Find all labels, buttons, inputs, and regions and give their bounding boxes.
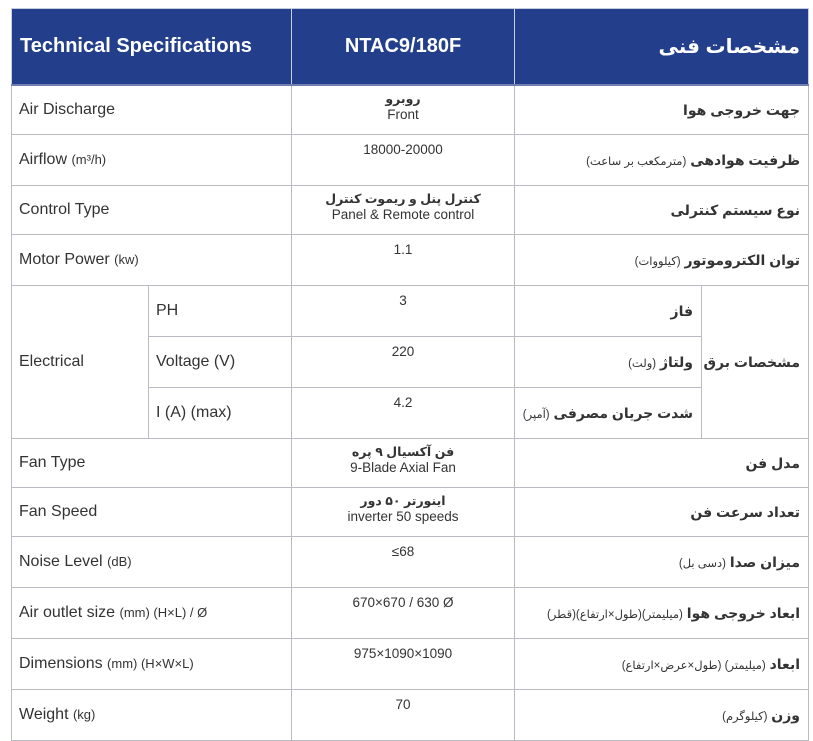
spec-value <box>292 235 515 286</box>
spec-label-en <box>12 639 292 690</box>
spec-value <box>292 488 515 537</box>
electrical-label-en: Electrical <box>12 286 149 439</box>
spec-value <box>292 135 515 186</box>
value-en: 670×670 / 630 Ø <box>352 595 454 610</box>
label-unit: (kw) <box>114 252 139 267</box>
header-en: Technical Specifications <box>12 9 292 86</box>
electrical-sub-label-fa <box>515 286 702 337</box>
spec-label-en <box>12 186 292 235</box>
label-fa-text: میزان صدا <box>729 553 801 570</box>
label-fa-unit: (میلیمتر)(طول×ارتفاع)(قطر) <box>546 608 683 621</box>
label-unit: (dB) <box>107 554 132 569</box>
spec-value <box>292 690 515 741</box>
spec-row <box>12 439 809 488</box>
spec-row <box>12 235 809 286</box>
electrical-label-fa: مشخصات برق <box>702 286 809 439</box>
spec-label-fa <box>515 85 809 135</box>
spec-label-fa <box>515 488 809 537</box>
label-text: Motor Power <box>19 251 110 268</box>
spec-row <box>12 85 809 135</box>
spec-label-fa <box>515 135 809 186</box>
electrical-sub-label-en: Voltage (V) <box>149 337 292 388</box>
label-unit: (kg) <box>72 707 96 722</box>
label-fa-text: جهت خروجی هوا <box>683 101 801 118</box>
label-fa-unit: (ولت) <box>628 357 657 370</box>
label-text: Dimensions <box>19 655 103 672</box>
header-model: NTAC9/180F <box>292 9 515 86</box>
value-en: 9-Blade Axial Fan <box>350 460 456 475</box>
spec-value: 3 <box>292 286 515 337</box>
spec-row <box>12 690 809 741</box>
spec-value <box>292 537 515 588</box>
label-fa-text: ظرفیت هوادهی <box>690 151 801 168</box>
spec-value <box>292 588 515 639</box>
electrical-sub-label-en: PH <box>149 286 292 337</box>
spec-label-fa <box>515 588 809 639</box>
label-fa-unit: (دسی بل) <box>678 557 726 570</box>
value-fa: روبرو <box>385 92 421 106</box>
label-fa-text: تعداد سرعت فن <box>690 503 801 520</box>
spec-value: 220 <box>292 337 515 388</box>
spec-value: 4.2 <box>292 388 515 439</box>
electrical-sub-label-fa <box>515 388 702 439</box>
label-text: Air Discharge <box>19 101 116 118</box>
header-fa: مشخصات فنی <box>515 9 809 86</box>
value-en: Front <box>387 107 419 122</box>
spec-table <box>11 8 809 741</box>
spec-label-en <box>12 235 292 286</box>
spec-label-en <box>12 537 292 588</box>
spec-label-en <box>12 690 292 741</box>
value-fa: کنترل پنل و ریموت کنترل <box>325 192 481 206</box>
label-text: Air outlet size <box>19 604 116 621</box>
label-fa-text: شدت جریان مصرفی <box>553 404 693 421</box>
header-row <box>12 9 809 86</box>
spec-label-fa <box>515 690 809 741</box>
spec-label-fa <box>515 439 809 488</box>
label-fa-unit: (مترمکعب بر ساعت) <box>586 155 687 168</box>
spec-label-en <box>12 85 292 135</box>
label-fa-text: مدل فن <box>745 454 801 471</box>
spec-label-en <box>12 439 292 488</box>
spec-row <box>12 186 809 235</box>
spec-label-fa <box>515 235 809 286</box>
spec-label-en <box>12 488 292 537</box>
label-fa-unit: (کیلووات) <box>634 255 681 268</box>
value-fa: فن آکسیال ۹ پره <box>351 445 455 459</box>
label-text: Weight <box>19 706 69 723</box>
label-text: Fan Speed <box>19 503 98 520</box>
label-unit: (m³/h) <box>71 152 107 167</box>
spec-label-fa <box>515 186 809 235</box>
electrical-row <box>12 286 809 337</box>
label-fa-text: وزن <box>771 706 801 723</box>
value-en: inverter 50 speeds <box>347 509 459 524</box>
label-text: Airflow <box>19 151 68 168</box>
spec-value <box>292 186 515 235</box>
label-unit: (mm) (H×L) / Ø <box>119 605 208 620</box>
value-en: 1.1 <box>393 242 413 257</box>
value-en: 70 <box>395 697 411 712</box>
label-fa-text: ابعاد خروجی هوا <box>686 604 801 621</box>
spec-label-fa <box>515 639 809 690</box>
label-fa-text: ابعاد <box>769 655 801 672</box>
spec-row <box>12 588 809 639</box>
spec-value <box>292 639 515 690</box>
value-en: ≤68 <box>391 544 415 559</box>
value-fa: اینورتر ۵۰ دور <box>360 494 446 508</box>
label-fa-text: نوع سیستم کنترلی <box>670 201 801 218</box>
spec-row <box>12 537 809 588</box>
electrical-sub-label-en: I (A) (max) <box>149 388 292 439</box>
label-fa-text: توان الکتروموتور <box>684 251 801 268</box>
label-unit: (mm) (H×W×L) <box>107 656 194 671</box>
label-fa-unit: (آمپر) <box>522 408 550 421</box>
spec-row <box>12 488 809 537</box>
spec-value <box>292 85 515 135</box>
label-fa-text: فاز <box>670 302 693 319</box>
value-en: Panel & Remote control <box>331 207 475 222</box>
label-fa-text: ولتاژ <box>660 353 693 370</box>
value-en: 975×1090×1090 <box>353 646 453 661</box>
label-fa-unit: (کیلوگرم) <box>722 710 768 723</box>
label-text: Fan Type <box>19 454 86 471</box>
value-en: 18000-20000 <box>363 142 443 157</box>
spec-label-en <box>12 588 292 639</box>
label-text: Noise Level <box>19 553 103 570</box>
label-text: Control Type <box>19 201 110 218</box>
label-fa-unit: (میلیمتر) (طول×عرض×ارتفاع) <box>621 659 766 672</box>
spec-row <box>12 135 809 186</box>
spec-label-fa <box>515 537 809 588</box>
spec-label-en <box>12 135 292 186</box>
spec-row <box>12 639 809 690</box>
electrical-sub-label-fa <box>515 337 702 388</box>
spec-value <box>292 439 515 488</box>
